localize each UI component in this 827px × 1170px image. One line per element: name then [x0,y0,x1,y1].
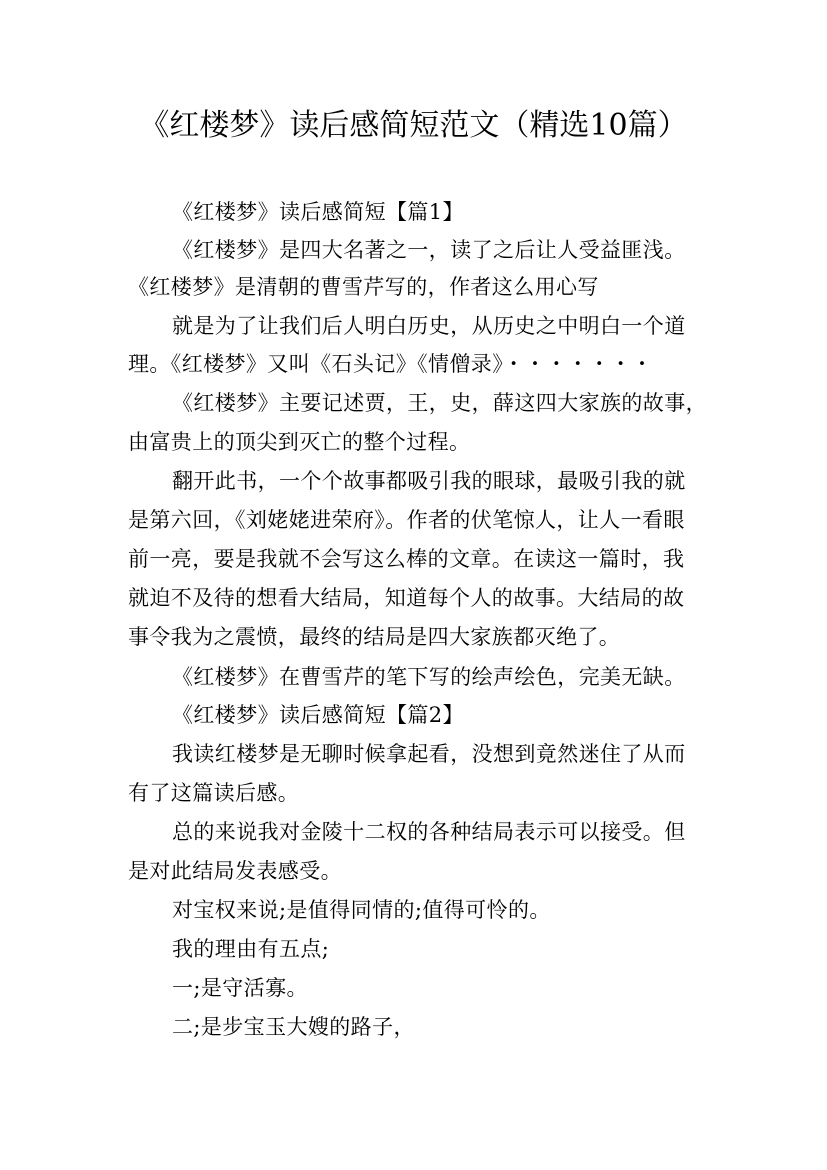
paragraph-line: 《红楼梦》主要记述贾，王，史，薛这四大家族的故事， [172,391,707,415]
paragraph-line: 就迫不及待的想看大结局，知道每个人的故事。大结局的故 [128,586,685,610]
paragraph-line: 对宝权来说;是值得同情的;值得可怜的。 [172,898,551,922]
paragraph-line: 《红楼梦》是四大名著之一，读了之后让人受益匪浅。 [172,238,686,262]
paragraph-line: 理。《红楼梦》又叫《石头记》《情僧录》・・・・・・・ [128,352,653,376]
paragraph-line: 前一亮，要是我就不会写这么棒的文章。在读这一篇时，我 [128,547,685,571]
paragraph-line: 二;是步宝玉大嫂的路子， [172,1015,415,1039]
paragraph-line: 由富贵上的顶尖到灭亡的整个过程。 [128,430,471,454]
section-heading: 《红楼梦》读后感简短【篇2】 [172,703,464,727]
paragraph-line: 事令我为之震愤，最终的结局是四大家族都灭绝了。 [128,625,621,649]
paragraph-line: 有了这篇读后感。 [128,781,300,805]
paragraph-line: 一;是守活寡。 [172,976,308,1000]
paragraph-line: 我读红楼梦是无聊时候拿起看，没想到竟然迷住了从而 [172,742,686,766]
paragraph-line: 《红楼梦》在曹雪芹的笔下写的绘声绘色，完美无缺。 [172,665,686,689]
paragraph-line: 翻开此书，一个个故事都吸引我的眼球，最吸引我的就 [172,469,686,493]
paragraph-line: 是对此结局发表感受。 [128,859,342,883]
paragraph-line: 总的来说我对金陵十二权的各种结局表示可以接受。但 [172,820,686,844]
section-heading: 《红楼梦》读后感简短【篇1】 [172,200,464,224]
paragraph-line: 就是为了让我们后人明白历史，从历史之中明白一个道 [172,314,686,338]
document-title: 《红楼梦》读后感简短范文（精选10篇） [139,108,688,143]
paragraph-line: 我的理由有五点; [172,937,330,961]
paragraph-line: 是第六回，《刘姥姥进荣府》。作者的伏笔惊人，让人一看眼 [128,508,685,532]
paragraph-line: 《红楼梦》是清朝的曹雪芹写的，作者这么用心写 [128,275,599,299]
